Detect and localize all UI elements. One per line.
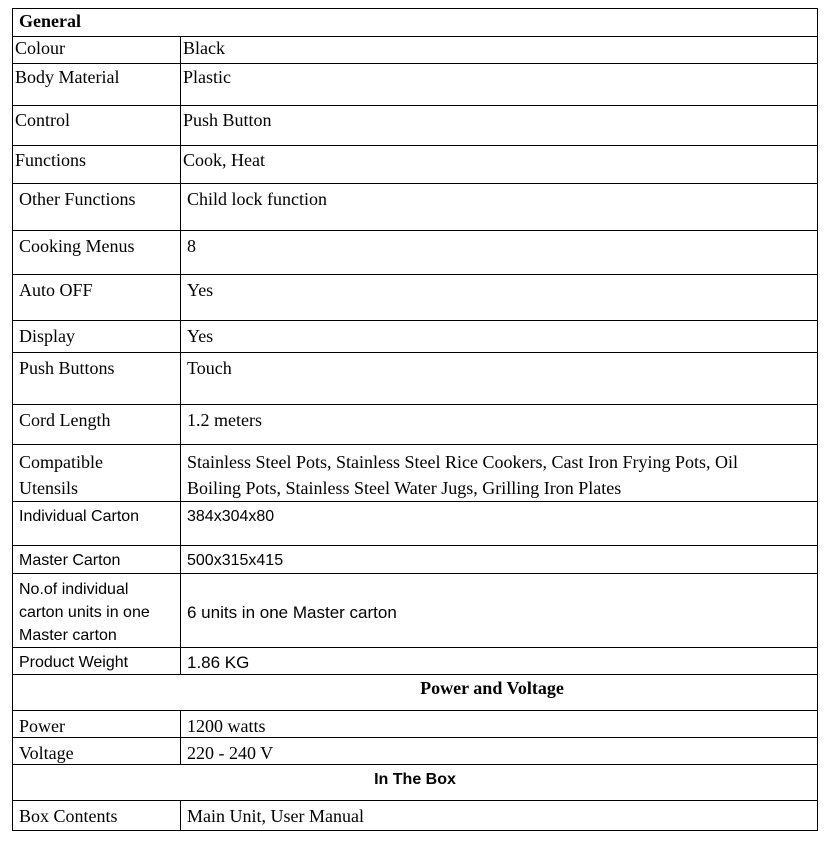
spec-label-compatible-utensils-line-1: Compatible <box>19 452 103 472</box>
spec-value-units-per-carton: 6 units in one Master carton <box>181 574 818 648</box>
spec-label-cord-length: Cord Length <box>13 405 181 445</box>
spec-label-units-per-carton-line-3: Master carton <box>19 627 117 644</box>
spec-value-compatible-utensils-line-2: Boiling Pots, Stainless Steel Water Jugs, Grilling Iron Plates <box>187 478 622 498</box>
spec-label-cooking-menus: Cooking Menus <box>13 231 181 275</box>
spec-row-cord-length <box>13 405 818 445</box>
spec-label-functions: Functions <box>13 146 181 184</box>
spec-row-product-weight <box>13 648 818 675</box>
spec-value-compatible-utensils <box>181 445 818 502</box>
spec-label-individual-carton: Individual Carton <box>13 502 181 546</box>
spec-label-push-buttons: Push Buttons <box>13 353 181 405</box>
spec-row-push-buttons <box>13 353 818 405</box>
spec-value-other-functions: Child lock function <box>181 184 818 231</box>
spec-value-control: Push Button <box>181 106 818 146</box>
spec-value-cord-length: 1.2 meters <box>181 405 818 445</box>
spec-value-power: 1200 watts <box>181 711 818 738</box>
section-general-heading: General <box>13 9 818 37</box>
spec-label-compatible-utensils <box>13 445 181 502</box>
spec-label-box-contents: Box Contents <box>13 801 181 831</box>
spec-row-other-functions <box>13 184 818 231</box>
spec-row-control <box>13 106 818 146</box>
spec-row-power <box>13 711 818 738</box>
spec-value-cooking-menus: 8 <box>181 231 818 275</box>
spec-label-voltage: Voltage <box>13 738 181 765</box>
spec-label-control: Control <box>13 106 181 146</box>
spec-value-display: Yes <box>181 321 818 353</box>
spec-row-compatible-utensils <box>13 445 818 502</box>
spec-label-product-weight: Product Weight <box>13 648 181 675</box>
spec-row-colour <box>13 37 818 64</box>
spec-label-units-per-carton <box>13 574 181 648</box>
spec-row-box-contents <box>13 801 818 831</box>
section-in-box-heading: In The Box <box>13 765 818 801</box>
spec-value-functions: Cook, Heat <box>181 146 818 184</box>
spec-label-units-per-carton-line-1: No.of individual <box>19 581 129 598</box>
section-power-row <box>13 675 818 711</box>
spec-label-display: Display <box>13 321 181 353</box>
spec-value-compatible-utensils-line-1: Stainless Steel Pots, Stainless Steel Rice Cookers, Cast Iron Frying Pots, Oil <box>187 452 738 472</box>
spec-row-individual-carton <box>13 502 818 546</box>
spec-row-auto-off <box>13 275 818 321</box>
spec-label-units-per-carton-line-2: carton units in one <box>19 604 150 621</box>
spec-value-push-buttons: Touch <box>181 353 818 405</box>
section-power-heading: Power and Voltage <box>13 675 818 711</box>
spec-value-box-contents: Main Unit, User Manual <box>181 801 818 831</box>
spec-row-units-per-carton <box>13 574 818 648</box>
spec-row-master-carton <box>13 546 818 574</box>
spec-label-body-material: Body Material <box>13 64 181 106</box>
spec-label-other-functions: Other Functions <box>13 184 181 231</box>
spec-value-voltage: 220 - 240 V <box>181 738 818 765</box>
spec-label-power: Power <box>13 711 181 738</box>
spec-value-individual-carton: 384x304x80 <box>181 502 818 546</box>
spec-label-auto-off: Auto OFF <box>13 275 181 321</box>
section-general-row <box>13 9 818 37</box>
spec-row-display <box>13 321 818 353</box>
specification-table <box>12 8 818 831</box>
section-in-box-row <box>13 765 818 801</box>
spec-label-master-carton: Master Carton <box>13 546 181 574</box>
spec-value-colour: Black <box>181 37 818 64</box>
spec-value-master-carton: 500x315x415 <box>181 546 818 574</box>
spec-row-functions <box>13 146 818 184</box>
spec-label-colour: Colour <box>13 37 181 64</box>
spec-value-auto-off: Yes <box>181 275 818 321</box>
spec-value-product-weight: 1.86 KG <box>181 648 818 675</box>
spec-row-cooking-menus <box>13 231 818 275</box>
spec-row-body-material <box>13 64 818 106</box>
spec-row-voltage <box>13 738 818 765</box>
spec-value-body-material: Plastic <box>181 64 818 106</box>
spec-label-compatible-utensils-line-2: Utensils <box>19 478 79 498</box>
